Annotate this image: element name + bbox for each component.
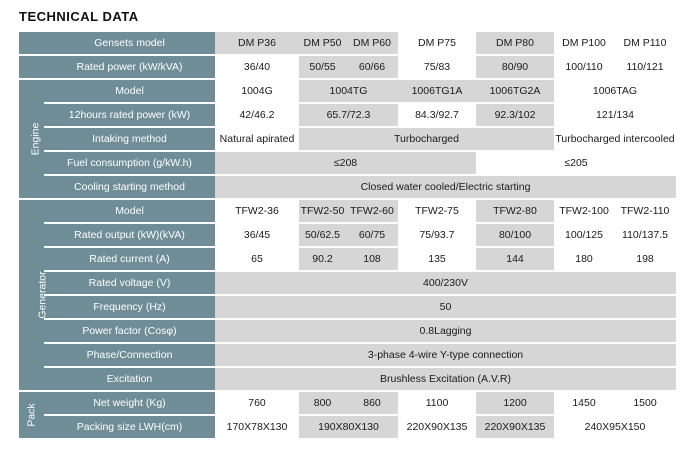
cell: 36/45 [215,224,299,246]
row-label: Frequency (Hz) [44,296,215,318]
cell: 1006TAG [554,80,676,102]
table-row [19,368,676,390]
cell: DM P60 [346,32,398,54]
cell: TFW2-75 [398,200,476,222]
row-label: Packing size LWH(cm) [44,416,215,438]
cell: 1006TG1A [398,80,476,102]
cell: 1004TG [299,80,398,102]
table-row [19,176,676,198]
cell: 75/83 [398,56,476,78]
cell: 180 [554,248,614,270]
cell: 110/121 [614,56,676,78]
section-label-text: Generator [36,271,49,319]
table-row [19,152,676,174]
cell: TFW2-60 [346,200,398,222]
row-label: Model [44,200,215,222]
row-label: 12hours rated power (kW) [44,104,215,126]
cell: 170X78X130 [215,416,299,438]
table-row [19,392,676,414]
table-row [19,80,676,102]
section-label-pack [19,392,44,438]
cell: 60/66 [346,56,398,78]
cell: 60/75 [346,224,398,246]
row-label: Power factor (Cosφ) [44,320,215,342]
cell: 1100 [398,392,476,414]
cell: TFW2-36 [215,200,299,222]
cell: Closed water cooled/Electric starting [215,176,676,198]
cell: TFW2-110 [614,200,676,222]
table-row [19,32,676,54]
cell: ≤205 [476,152,676,174]
cell: TFW2-100 [554,200,614,222]
cell: DM P50 [299,32,346,54]
table-row [19,272,676,294]
cell: ≤208 [215,152,476,174]
cell: 121/134 [554,104,676,126]
section-label-text: Pack [25,403,38,427]
cell: DM P110 [614,32,676,54]
row-label: Rated output (kW)(kVA) [44,224,215,246]
cell: 75/93.7 [398,224,476,246]
cell: 80/90 [476,56,554,78]
cell: 220X90X135 [398,416,476,438]
row-label: Model [44,80,215,102]
cell: 144 [476,248,554,270]
cell: Natural apirated [215,128,299,150]
row-label: Gensets model [44,32,215,54]
cell: 800 [299,392,346,414]
cell: 65.7/72.3 [299,104,398,126]
cell: 65 [215,248,299,270]
table-row [19,344,676,366]
cell: 36/40 [215,56,299,78]
cell: 1200 [476,392,554,414]
cell: 42/46.2 [215,104,299,126]
table-row [19,224,676,246]
row-label: Fuel consumption (g/kW.h) [44,152,215,174]
section-spacer [19,56,44,78]
cell: 400/230V [215,272,676,294]
page-title: TECHNICAL DATA [19,9,139,24]
cell: TFW2-80 [476,200,554,222]
section-label-generator [19,200,49,390]
table-row [19,200,676,222]
cell: 198 [614,248,676,270]
cell: 100/110 [554,56,614,78]
cell: 84.3/92.7 [398,104,476,126]
cell: DM P75 [398,32,476,54]
cell: Turbocharged [299,128,554,150]
cell: 50 [215,296,676,318]
section-label-engine [19,80,44,198]
cell: 50/62.5 [299,224,346,246]
cell: 190X80X130 [299,416,398,438]
cell: 100/125 [554,224,614,246]
cell: Brushless Excitation (A.V.R) [215,368,676,390]
cell: 1500 [614,392,676,414]
cell: 3-phase 4-wire Y-type connection [215,344,676,366]
cell: 220X90X135 [476,416,554,438]
cell: DM P36 [215,32,299,54]
row-label: Rated current (A) [44,248,215,270]
cell: 240X95X150 [554,416,676,438]
table-row [19,416,676,438]
table-row [19,296,676,318]
cell: 108 [346,248,398,270]
row-label: Cooling starting method [44,176,215,198]
row-label: Net weight (Kg) [44,392,215,414]
cell: 92.3/102 [476,104,554,126]
cell: 1450 [554,392,614,414]
row-label: Excitation [44,368,215,390]
section-spacer [19,32,44,54]
cell: 50/55 [299,56,346,78]
cell: 110/137.5 [614,224,676,246]
cell: 1006TG2A [476,80,554,102]
table-row [19,128,676,150]
cell: 90.2 [299,248,346,270]
cell: 80/100 [476,224,554,246]
table-row [19,56,676,78]
row-label: Rated power (kW/kVA) [44,56,215,78]
table-row [19,248,676,270]
row-label: Phase/Connection [44,344,215,366]
cell: DM P100 [554,32,614,54]
cell: DM P80 [476,32,554,54]
cell: 860 [346,392,398,414]
table-row [19,320,676,342]
cell: Turbocharged intercooled [554,128,676,150]
technical-data-table [19,30,676,440]
row-label: Intaking method [44,128,215,150]
cell: 760 [215,392,299,414]
section-label-text: Engine [29,122,42,156]
cell: 0.8Lagging [215,320,676,342]
cell: TFW2-50 [299,200,346,222]
row-label: Rated voltage (V) [44,272,215,294]
cell: 1004G [215,80,299,102]
table-row [19,104,676,126]
cell: 135 [398,248,476,270]
